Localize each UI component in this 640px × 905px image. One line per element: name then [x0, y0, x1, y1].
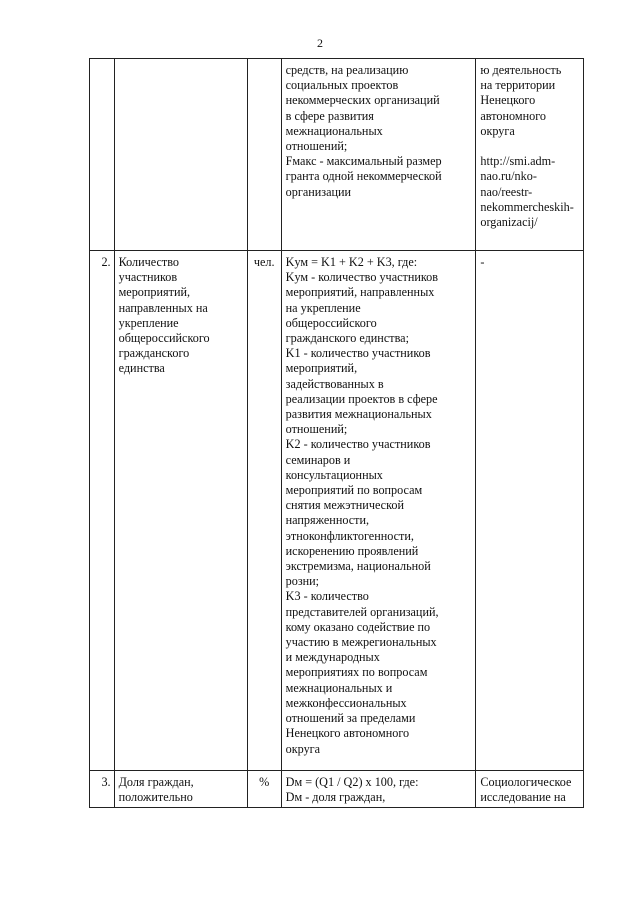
row-number-cell: [90, 771, 115, 808]
row-number-cell: [90, 59, 115, 251]
source-text: Социологическое исследование на: [480, 775, 572, 805]
row-number-cell: [90, 251, 115, 771]
source-cell: [476, 59, 584, 251]
unit-cell: [247, 771, 281, 808]
indicator-name: Количество участников мероприятий, направленных на укрепление общероссийского гражданского единства: [118, 255, 210, 376]
formula-text: средств, на реализацию социальных проектов некоммерческих организаций в сфере развития межнациональных отношений; Fмакс - максимальный размер гранта одной некоммерческой организации: [285, 63, 442, 199]
indicator-name-cell: [114, 251, 247, 771]
table-row: [90, 251, 584, 771]
unit-cell: [247, 251, 281, 771]
indicator-name-cell: [114, 771, 247, 808]
row-number: 3.: [101, 775, 111, 789]
source-cell: [476, 251, 584, 771]
formula-text: Dм = (Q1 / Q2) x 100, где: Dм - доля граждан,: [285, 775, 419, 805]
formula-cell: [281, 251, 476, 771]
row-number: 2.: [101, 255, 111, 269]
formula-cell: [281, 771, 476, 808]
page-number: 2: [317, 36, 323, 50]
source-text: -: [480, 255, 485, 269]
source-text: ю деятельность на территории Ненецкого автономного округа http://smi.adm- nao.ru/nko- nao/reestr- nekommercheskih- organizacij/: [480, 63, 574, 230]
unit: %: [259, 775, 270, 789]
indicator-name: Доля граждан, положительно: [118, 775, 194, 805]
source-cell: [476, 771, 584, 808]
formula-text: Kум = K1 + K2 + K3, где: Kум - количество участников мероприятий, направленных на укрепление общероссийского гражданского единства; K1 - количество участников мероприятий, задействованных в реализации проектов в сфере развития межнациональных отношений; K2 - количество участников семинаров и консультационных мероприятий по вопросам снятия межэтнической напряженности, этноконфликтогенности, искоренению проявлений экстремизма, национальной розни; K3 - количество представителей организаций, кому оказано содействие по участию в межрегиональных и международных мероприятиях по вопросам межнациональных и межконфессиональных отношений за пределами Ненецкого автономного округа: [285, 255, 439, 756]
indicator-name-cell: [114, 59, 247, 251]
indicators-table: [89, 58, 584, 808]
unit: чел.: [253, 255, 275, 269]
table-row: [90, 771, 584, 808]
unit-cell: [247, 59, 281, 251]
formula-cell: [281, 59, 476, 251]
table-row: [90, 59, 584, 251]
